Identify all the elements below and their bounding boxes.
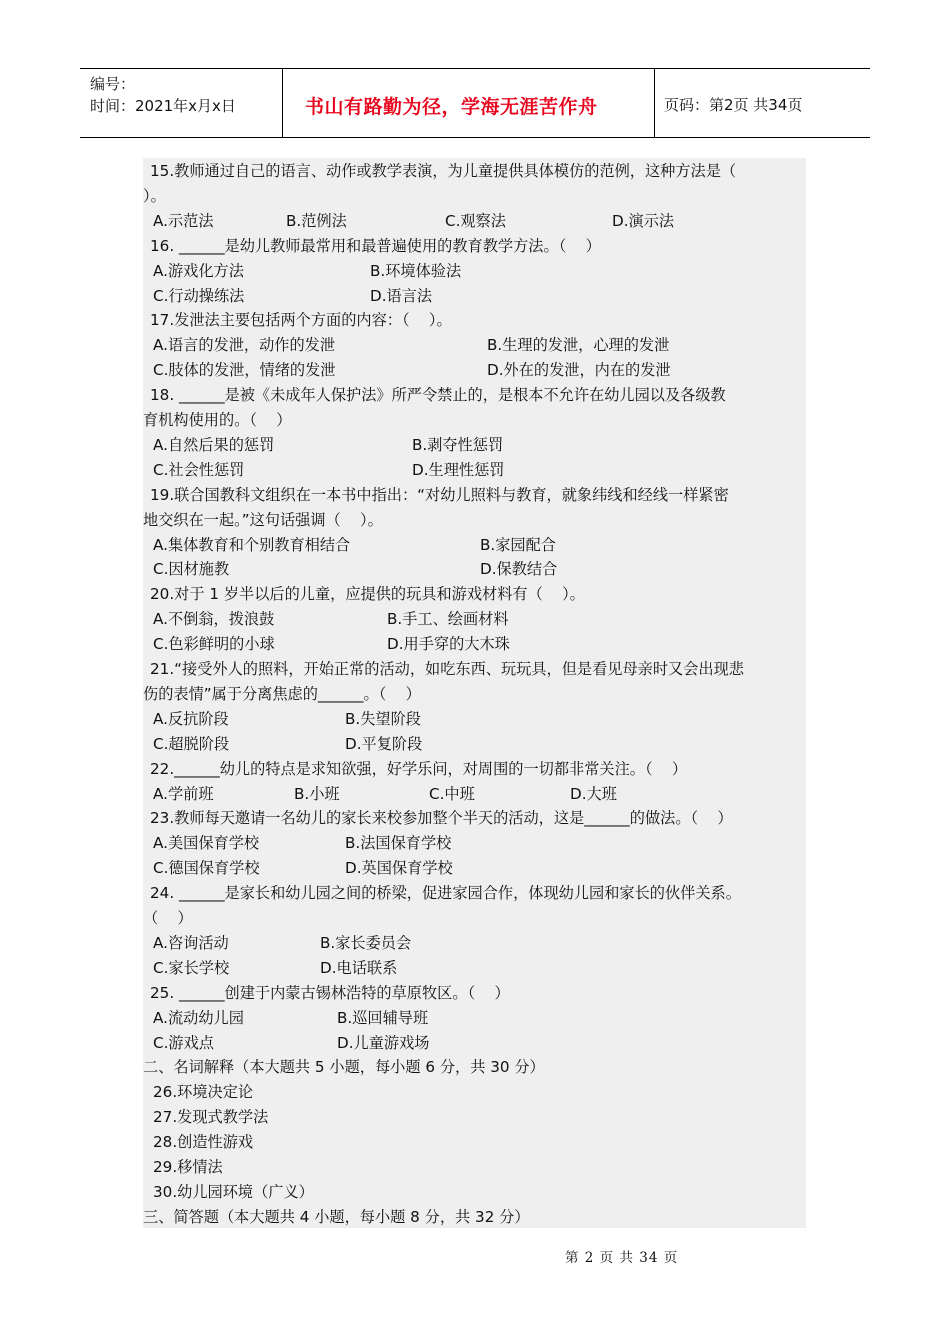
answer-option: B.家长委员会	[320, 933, 412, 952]
answer-option: A.集体教育和个别教育相结合	[153, 535, 351, 554]
answer-option: A.美国保育学校	[153, 834, 260, 853]
option-row	[153, 858, 806, 878]
answer-option: D.语言法	[370, 286, 433, 305]
answer-option: D.保教结合	[480, 560, 558, 579]
answer-option: B.失望阶段	[345, 709, 421, 728]
option-row	[153, 634, 806, 654]
question-stem-line: 21.“接受外人的照料，开始正常的活动，如吃东西、玩玩具，但是看见母亲时又会出现悲	[150, 660, 744, 678]
answer-option: C.色彩鲜明的小球	[153, 635, 275, 654]
question-stem-line: 19.联合国教科文组织在一本书中指出：“对幼儿照料与教育，就象纬线和经线一样紧密	[150, 485, 729, 504]
question-stem-line: 20.对于 1 岁半以后的儿童，应提供的玩具和游戏材料有（ ）。	[150, 585, 585, 604]
term-item: 26.环境决定论	[153, 1083, 254, 1102]
question-content	[143, 158, 806, 1228]
option-row	[153, 559, 806, 579]
term-item: 27.发现式教学法	[153, 1108, 269, 1127]
answer-option: D.电话联系	[320, 958, 398, 977]
answer-option: C.社会性惩罚	[153, 460, 245, 479]
answer-option: D.生理性惩罚	[412, 460, 505, 479]
option-row	[153, 360, 806, 380]
question-stem-line: 15.教师通过自己的语言、动作或教学表演，为儿童提供具体模仿的范例，这种方法是（	[150, 162, 737, 180]
option-row	[153, 958, 806, 978]
answer-option: A.语言的发泄，动作的发泄	[153, 336, 336, 355]
question-stem-line: 17.发泄法主要包括两个方面的内容：（ ）。	[150, 311, 452, 330]
answer-option: C.观察法	[445, 211, 506, 230]
answer-option: D.用手穿的大木珠	[387, 635, 510, 654]
answer-option: A.不倒翁，拨浪鼓	[153, 610, 275, 629]
answer-option: D.外在的发泄，内在的发泄	[487, 361, 671, 380]
answer-option: A.游戏化方法	[153, 261, 244, 280]
page-header	[80, 68, 870, 138]
section-title: 三、简答题（本大题共 4 小题，每小题 8 分，共 32 分）	[143, 1207, 530, 1226]
option-row	[153, 833, 806, 853]
answer-option: B.手工、绘画材料	[387, 610, 509, 629]
answer-option: C.中班	[429, 784, 475, 803]
answer-option: D.儿童游戏场	[337, 1033, 430, 1052]
answer-option: B.环境体验法	[370, 261, 462, 280]
answer-option: D.大班	[570, 784, 617, 803]
question-stem-line: 育机构使用的。（ ）	[143, 411, 292, 429]
answer-option: B.巡回辅导班	[337, 1008, 429, 1027]
answer-option: A.流动幼儿园	[153, 1008, 244, 1027]
answer-option: B.生理的发泄，心理的发泄	[487, 336, 670, 355]
option-row	[153, 261, 806, 281]
term-item: 29.移情法	[153, 1158, 223, 1176]
answer-option: C.游戏点	[153, 1033, 214, 1052]
option-row	[153, 734, 806, 754]
header-meta	[80, 69, 282, 137]
question-stem-line: ）。	[143, 186, 166, 205]
option-row	[153, 1008, 806, 1028]
option-row	[153, 211, 806, 231]
answer-option: C.肢体的发泄，情绪的发泄	[153, 361, 336, 380]
question-stem-line: 地交织在一起。”这句话强调（ ）。	[143, 510, 383, 529]
question-stem-line: 25. ______创建于内蒙古锡林浩特的草原牧区。（ ）	[150, 983, 510, 1002]
answer-option: C.超脱阶段	[153, 734, 230, 753]
answer-option: A.学前班	[153, 784, 214, 803]
term-item: 28.创造性游戏	[153, 1133, 254, 1152]
option-row	[153, 609, 806, 629]
answer-option: D.演示法	[612, 211, 675, 230]
answer-option: B.范例法	[286, 211, 347, 230]
answer-option: C.因材施教	[153, 560, 230, 579]
question-stem-line: 22.______幼儿的特点是求知欲强，好学乐问，对周围的一切都非常关注。（ ）	[150, 759, 688, 778]
answer-option: B.法国保育学校	[345, 834, 452, 853]
page-footer: 第 2 页 共 34 页	[565, 1250, 679, 1266]
answer-option: A.示范法	[153, 211, 214, 230]
answer-option: B.家园配合	[480, 535, 556, 554]
answer-option: B.小班	[294, 784, 340, 803]
answer-option: C.行动操练法	[153, 286, 245, 305]
answer-option: A.咨询活动	[153, 933, 229, 952]
option-row	[153, 933, 806, 953]
option-row	[153, 535, 806, 555]
number-label: 编号：	[90, 75, 136, 93]
option-row	[153, 709, 806, 729]
time-label: 时间：2021年x月x日	[90, 97, 236, 115]
header-motto: 书山有路勤为径，学海无涯苦作舟	[282, 69, 655, 137]
answer-option: A.反抗阶段	[153, 709, 229, 728]
answer-option: A.自然后果的惩罚	[153, 435, 275, 454]
question-stem-line: （ ）	[143, 909, 193, 927]
option-row	[153, 460, 806, 480]
option-row	[153, 286, 806, 306]
option-row	[153, 1033, 806, 1053]
question-stem-line: 23.教师每天邀请一名幼儿的家长来校参加整个半天的活动，这是______的做法。（ ）	[150, 809, 733, 828]
question-stem-line: 24. ______是家长和幼儿园之间的桥梁，促进家园合作，体现幼儿园和家长的伙伴关系。	[150, 884, 741, 903]
answer-option: D.平复阶段	[345, 734, 423, 753]
question-stem-line: 伤的表情”属于分离焦虑的______。（ ）	[143, 684, 421, 703]
option-row	[153, 784, 806, 804]
option-row	[153, 435, 806, 455]
question-stem-line: 18. ______是被《未成年人保护法》所严令禁止的，是根本不允许在幼儿园以及各级教	[150, 386, 726, 405]
term-item: 30.幼儿园环境（广义）	[153, 1182, 314, 1201]
answer-option: B.剥夺性惩罚	[412, 435, 504, 454]
section-title: 二、名词解释（本大题共 5 小题，每小题 6 分，共 30 分）	[143, 1058, 545, 1077]
answer-option: D.英国保育学校	[345, 859, 453, 878]
answer-option: C.家长学校	[153, 958, 230, 977]
header-page-info: 页码：第2页 共34页	[664, 95, 803, 114]
answer-option: C.德国保育学校	[153, 859, 260, 878]
option-row	[153, 335, 806, 355]
question-stem-line: 16. ______是幼儿教师最常用和最普遍使用的教育教学方法。（ ）	[150, 236, 601, 255]
